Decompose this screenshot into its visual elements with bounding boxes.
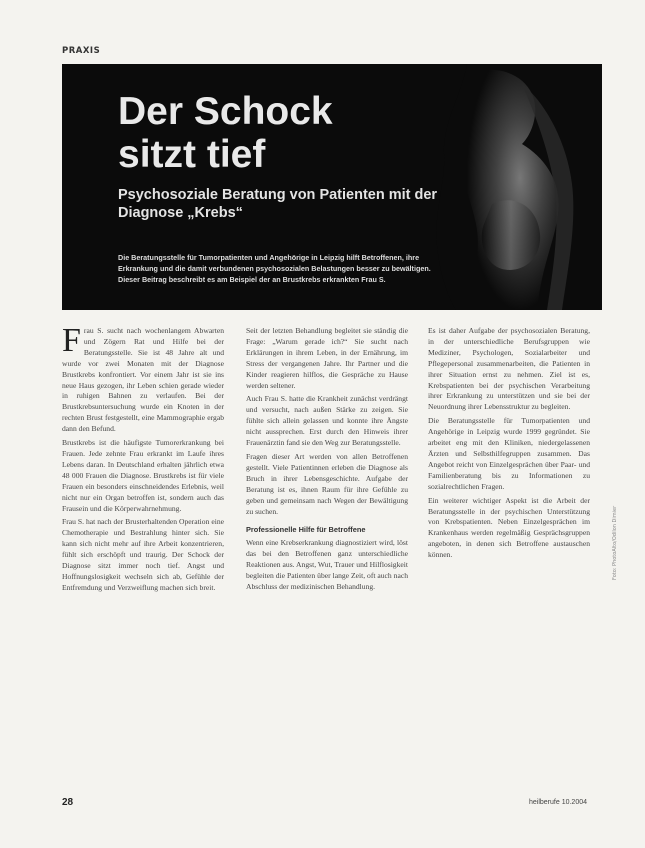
page-number: 28 <box>62 797 74 808</box>
paragraph: Seit der letzten Behandlung begleitet sie ständig die Frage: „Warum gerade ich?“ Sie sucht nach Erklärungen in ihrem Leben, in der Ernährung, im Stress der vergangenen Jahre. Ihr Partner und die Kinder reagieren hilflos, die Gespräche zu Hause werden seltener. <box>246 326 408 390</box>
magazine-issue: heilberufe 10.2004 <box>529 799 587 806</box>
section-label: PRAXIS <box>62 46 101 56</box>
paragraph: Es ist daher Aufgabe der psychosozialen Beratung, in der unterschiedliche Berufsgruppen wie Mediziner, Psychologen, Sozialarbeiter und Pflegepersonal zusammenarbeiten, die Patienten in ihrer Situation ernst zu nehmen. Ziel ist es, Krebspatienten bei der psychischen Verarbeitung ihrer Erkrankung zu unterstützen und sie bei der Neuordnung ihrer Lebensstruktur zu begleiten. <box>428 326 590 412</box>
text-column-1 <box>62 322 224 597</box>
text-column-2 <box>246 326 408 596</box>
text-column-3 <box>428 326 590 564</box>
paragraph: Brustkrebs ist die häufigste Tumorerkrankung bei Frauen. Jede zehnte Frau erkrankt im Laufe ihres Lebens daran. In Deutschland erhalten jährlich etwa 48 000 Frauen die Diagnose. Brustkrebs ist für viele Frauen ein besonders einschneidendes Erlebnis, weil nicht nur ein Organ betroffen ist, sondern auch das Frausein und die Körperwahrnehmung. <box>62 438 224 513</box>
drop-cap: F <box>62 322 81 359</box>
photo-credit: Foto: PhotoAlto/Odilon Dimier <box>612 505 618 580</box>
paragraph: Wenn eine Krebserkrankung diagnostiziert wird, löst das bei den Betroffenen ganz unterschiedliche Reaktionen aus. Angst, Wut, Trauer und Hilflosigkeit begleiten die Patienten über lange Zeit, oft auch nach Abschluss der medizinischen Behandlung. <box>246 538 408 591</box>
paragraph: Ein weiterer wichtiger Aspekt ist die Arbeit der Beratungsstelle in der psychischen Unterstützung von Krebspatienten. Neben Einzelgesprächen im Krankenhaus werden regelmäßig Gesprächsgruppen angeboten, in denen sich Betroffene austauschen können. <box>428 495 590 560</box>
paragraph: Auch Frau S. hatte die Krankheit zunächst verdrängt und versucht, nach außen Stärke zu zeigen. Sie fühlte sich allein gelassen und konnte ihre Ängste nicht aussprechen. Erst durch den Hinweis ihrer Frauenärztin fand sie den Weg zur Beratungsstelle. <box>246 394 408 448</box>
article-subtitle: Psychosoziale Beratung von Patienten mit der Diagnose „Krebs“ <box>118 187 438 221</box>
paragraph: Die Beratungsstelle für Tumorpatienten und Angehörige in Leipzig wurde 1999 gegründet. Sie arbeitet eng mit den Kliniken, niedergelassenen Ärzten und Selbsthilfegruppen zusammen. Das Angebot reicht von Einzelgesprächen über Paar- und Familienberatung bis zu Informationen zu sozialrechtlichen Fragen. <box>428 416 590 491</box>
article-intro: Die Beratungsstelle für Tumorpatienten und Angehörige in Leipzig hilft Betroffenen, ihre Erkrankung und die damit verbundenen psychosozialen Belastungen besser zu bewältigen. Dieser Beitrag beschreibt es am Beispiel der an Brustkrebs erkrankten Frau S. <box>118 253 431 284</box>
paragraph: Fragen dieser Art werden von allen Betroffenen gestellt. Viele Patientinnen erleben die Diagnose als Bruch in ihrer Lebensgeschichte. Aufgabe der Beratung ist es, ihnen Raum für ihre Gefühle zu geben und gemeinsam nach Wegen der Bewältigung zu suchen. <box>246 451 408 516</box>
article-title: Der Schock sitzt tief <box>118 90 333 176</box>
header-banner <box>62 64 602 310</box>
paragraph: Frau S. sucht nach wochenlangem Abwarten und Zögern Rat und Hilfe bei der Beratungsstelle. Sie ist 48 Jahre alt und wurde vor zwei Monaten mit der Diagnose Brustkrebs konfrontiert. Vor einem Jahr ist sie ins neue Haus gezogen, ihr Leben schien gerade wieder in ruhigen Bahnen zu verlaufen. Bei der Brustkrebsuntersuchung wurde ein Knoten in der rechten Brust festgestellt, eine Mammographie ergab dann den Befund. <box>62 322 224 434</box>
section-heading: Professionelle Hilfe für Betroffene <box>246 525 366 535</box>
paragraph: Frau S. hat nach der Brusterhaltenden Operation eine Chemotherapie und Bestrahlung hinter sich. Sie kann sich nicht mehr auf ihre Arbeit konzentrieren, fühlt sich erschöpft und traurig. Der Schock der Diagnose sitzt immer noch tief. Angst und Hoffnungslosigkeit wechseln sich ab, Gefühle der Entfremdung und Verzweiflung machen sich breit. <box>62 517 224 592</box>
